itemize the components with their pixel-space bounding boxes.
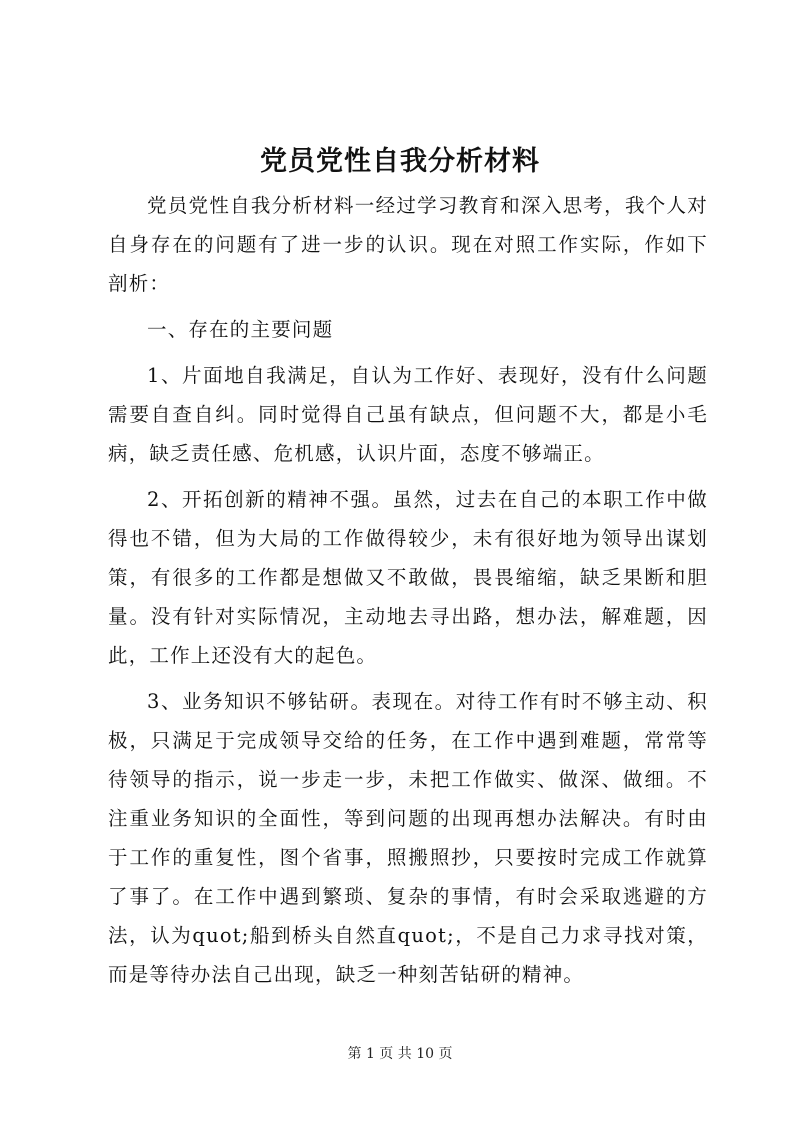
paragraph-problem-3: 3、业务知识不够钻研。表现在。对待工作有时不够主动、积极，只满足于完成领导交给的任务，在工作中遇到难题，常常等待领导的指示，说一步走一步，未把工作做实、做深、做细。不注重业务知识的全面性，等到问题的出现再想办法解决。有时由于工作的重复性，图个省事，照搬照抄，只要按时完成工作就算了事了。在工作中遇到繁琐、复杂的事情，有时会采取逃避的方法，认为quot;船到桥头自然直quot;，不是自己力求寻找对策，而是等待办法自己出现，缺乏一种刻苦钻研的精神。 — [108, 690, 708, 986]
document-title: 党员党性自我分析材料 — [260, 146, 540, 177]
paragraph-problem-1: 1、片面地自我满足，自认为工作好、表现好，没有什么问题需要自查自纠。同时觉得自己虽有缺点，但问题不大，都是小毛病，缺乏责任感、危机感，认识片面，态度不够端正。 — [108, 364, 708, 465]
section-heading-main-problems: 一、存在的主要问题 — [147, 318, 334, 341]
paragraph-intro: 党员党性自我分析材料一经过学习教育和深入思考，我个人对自身存在的问题有了进一步的认识。现在对照工作实际，作如下剖析： — [108, 194, 708, 295]
paragraph-problem-2: 2、开拓创新的精神不强。虽然，过去在自己的本职工作中做得也不错，但为大局的工作做得较少，未有很好地为领导出谋划策，有很多的工作都是想做又不敢做，畏畏缩缩，缺乏果断和胆量。没有针对实际情况，主动地去寻出路，想办法，解难题，因此，工作上还没有大的起色。 — [108, 488, 708, 667]
document-body — [108, 186, 708, 1001]
page-footer: 第 1 页 共 10 页 — [347, 1046, 453, 1062]
